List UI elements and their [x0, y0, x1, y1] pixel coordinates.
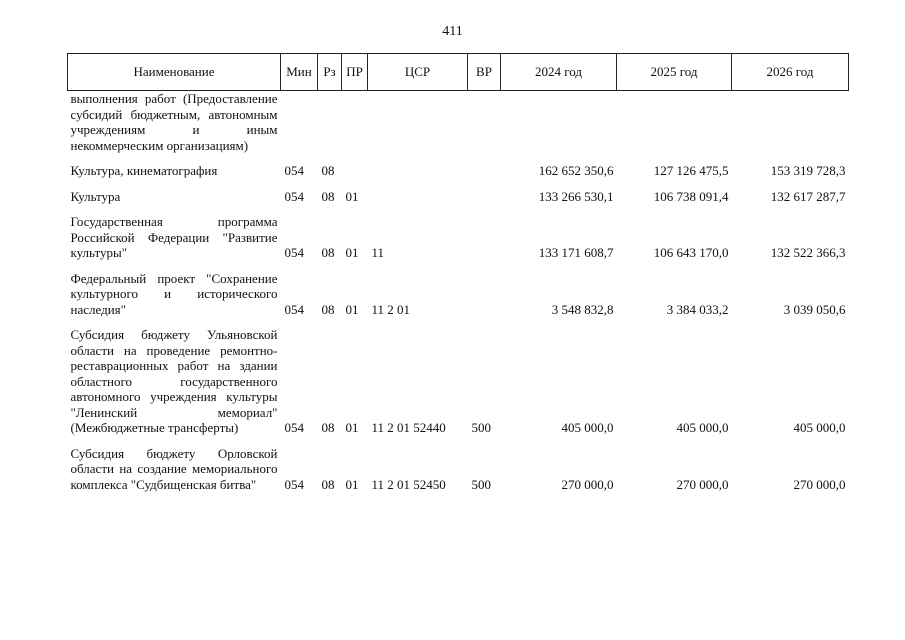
row-csr: [368, 179, 468, 205]
row-2026: 153 319 728,3: [770, 163, 846, 178]
row-min: [281, 91, 318, 154]
row-csr: [368, 153, 468, 179]
row-min: 054: [284, 420, 304, 435]
column-header-2024: 2024 год: [501, 54, 617, 91]
table-row: [68, 179, 849, 205]
row-2025: 127 126 475,5: [653, 163, 729, 178]
row-pr: 01: [345, 245, 359, 260]
row-rz: 08: [321, 245, 335, 260]
row-name: Культура, кинематография: [70, 163, 218, 178]
row-name: Субсидия бюджету Ульяновской области на проведение ремонтно-реставрационных работ на здании областного государственного автономного учреждения культуры "Ленинский мемориал" (Межбюджетные трансферты): [70, 327, 278, 435]
row-2026: [732, 91, 849, 154]
row-vr: [468, 261, 501, 318]
budget-table: [67, 53, 849, 492]
row-pr: 01: [345, 301, 359, 317]
table-header-row: [68, 54, 849, 91]
row-2024: 133 171 608,7: [538, 245, 614, 260]
row-name: Федеральный проект "Сохранение культурного и исторического наследия": [70, 270, 278, 317]
row-2026: 405 000,0: [793, 420, 846, 435]
table-row: [68, 436, 849, 493]
row-2024: 3 548 832,8: [551, 301, 614, 317]
row-2025: 405 000,0: [676, 420, 729, 435]
row-rz: 08: [321, 420, 335, 435]
column-header-2026: 2026 год: [732, 54, 849, 91]
column-header-csr: ЦСР: [368, 54, 468, 91]
row-2026: 132 617 287,7: [770, 188, 846, 204]
row-vr: 500: [471, 420, 491, 435]
row-2024: 405 000,0: [561, 420, 614, 435]
table-row: [68, 204, 849, 261]
row-name: Государственная программа Российской Федерации "Развитие культуры": [70, 214, 278, 260]
row-pr: 01: [345, 476, 359, 492]
row-rz: 08: [321, 163, 335, 178]
column-header-rz: Рз: [318, 54, 342, 91]
row-2026: 270 000,0: [793, 476, 846, 492]
row-2025: 3 384 033,2: [666, 301, 729, 317]
row-2025: 106 643 170,0: [653, 245, 729, 260]
row-rz: 08: [321, 188, 335, 204]
table-row: [68, 317, 849, 436]
row-2024: 133 266 530,1: [538, 188, 614, 204]
row-vr: [468, 91, 501, 154]
row-pr: [342, 153, 368, 179]
column-header-name: Наименование: [68, 54, 281, 91]
row-name: Культура: [70, 188, 121, 204]
row-min: 054: [284, 245, 304, 260]
row-2024: [501, 91, 617, 154]
row-csr: 11: [371, 245, 385, 260]
row-2026: 3 039 050,6: [783, 301, 846, 317]
row-rz: 08: [321, 301, 335, 317]
row-rz: 08: [321, 476, 335, 492]
table-row: [68, 91, 849, 154]
row-2025: 270 000,0: [676, 476, 729, 492]
row-name: Субсидия бюджету Орловской области на создание мемориального комплекса "Судбищенская битва": [70, 445, 278, 492]
column-header-min: Мин: [281, 54, 318, 91]
column-header-vr: ВР: [468, 54, 501, 91]
row-rz: [318, 91, 342, 154]
row-name: выполнения работ (Предоставление субсидий бюджетным, автономным учреждениям и иным некоммерческим организациям): [70, 91, 278, 153]
row-vr: [468, 179, 501, 205]
row-vr: [468, 153, 501, 179]
row-min: 054: [284, 476, 304, 492]
row-vr: [468, 204, 501, 261]
row-csr: 11 2 01 52450: [371, 476, 446, 492]
row-csr: 11 2 01 52440: [371, 420, 446, 435]
table-row: [68, 153, 849, 179]
column-header-pr: ПР: [342, 54, 368, 91]
row-2025: 106 738 091,4: [653, 188, 729, 204]
row-pr: 01: [345, 420, 359, 435]
row-pr: [342, 91, 368, 154]
row-min: 054: [284, 301, 304, 317]
page-number: 411: [442, 24, 463, 39]
row-2024: 270 000,0: [561, 476, 614, 492]
row-min: 054: [284, 163, 304, 178]
row-csr: 11 2 01: [371, 301, 411, 317]
row-pr: 01: [345, 188, 359, 204]
row-2024: 162 652 350,6: [538, 163, 614, 178]
row-min: 054: [284, 188, 304, 204]
row-2025: [617, 91, 732, 154]
row-csr: [368, 91, 468, 154]
row-2026: 132 522 366,3: [770, 245, 846, 260]
row-vr: 500: [471, 476, 491, 492]
table-row: [68, 261, 849, 318]
column-header-2025: 2025 год: [617, 54, 732, 91]
